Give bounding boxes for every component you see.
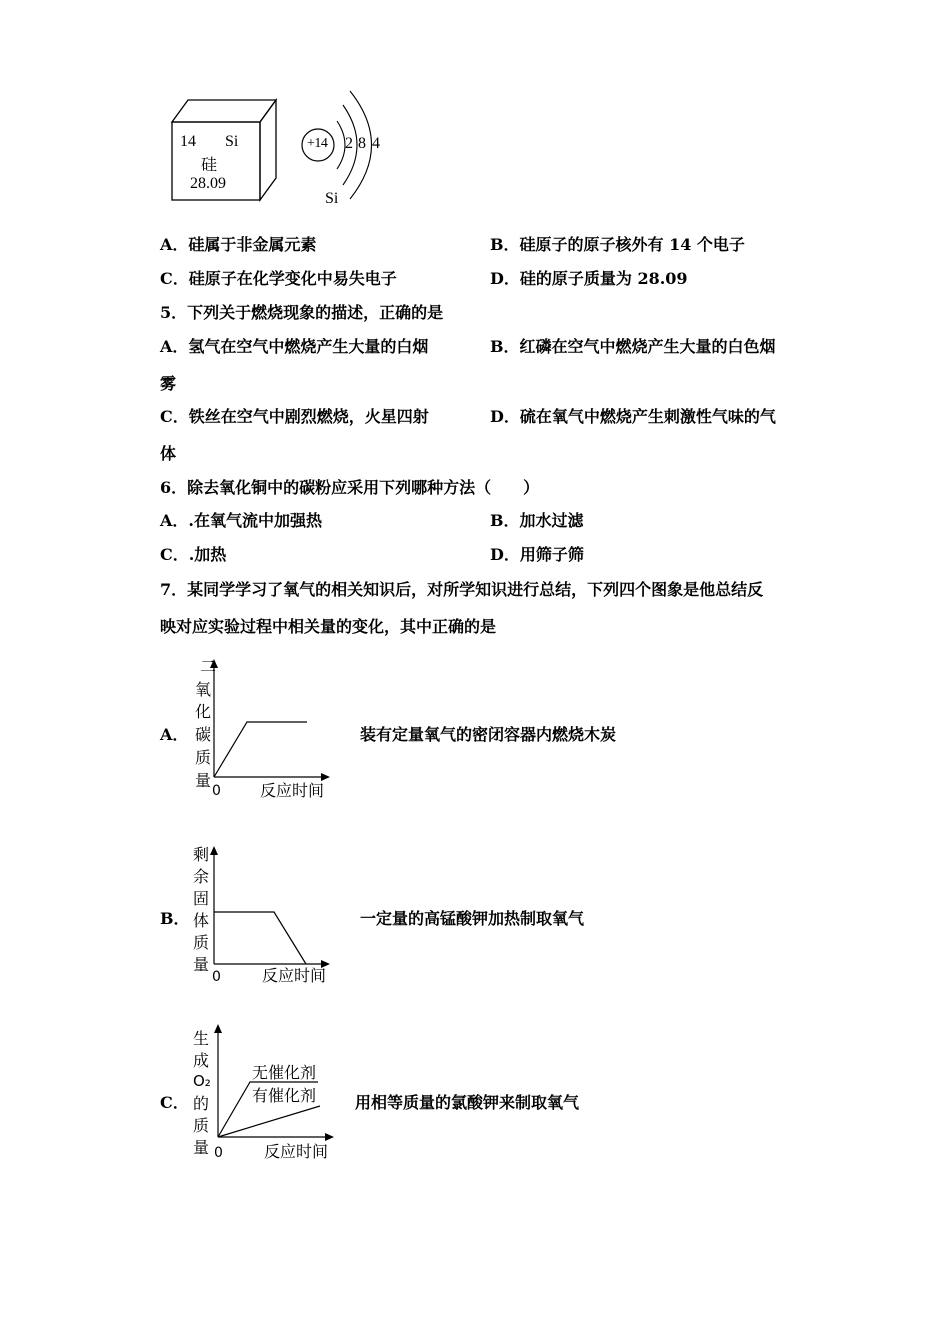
graph-b-caption: 一定量的高锰酸钾加热制取氧气 [360,909,585,928]
q6-option-c: C．.加热 [160,545,227,564]
electron-shell-1 [337,121,345,169]
graph-c-ylabel-4: 的 [193,1094,210,1113]
q6-stem: 6．除去氧化铜中的碳粉应采用下列哪种方法（ ） [160,478,540,497]
graph-b [190,838,340,988]
graph-c [190,1020,340,1170]
q5-option-b: B．红磷在空气中燃烧产生大量的白色烟 [490,337,776,356]
graph-b-xlabel: 反应时间 [262,966,327,985]
graph-c-line-label-no-catalyst: 无催化剂 [252,1063,317,1082]
nucleus-charge: +14 [307,136,328,151]
q4-option-c: C．硅原子在化学变化中易失电子 [160,269,397,288]
q5-option-c: C．铁丝在空气中剧烈燃烧，火星四射 [160,407,429,426]
graph-a-x-arrow [321,773,330,781]
q6-option-a: A．.在氧气流中加强热 [160,511,322,530]
graph-c-ylabel-5: 质 [193,1116,210,1135]
q5-option-a: A．氢气在空气中燃烧产生大量的白烟 [160,337,429,356]
graph-b-ylabel-2: 余 [193,867,210,886]
q4-option-d: D．硅的原子质量为 28.09 [490,269,688,288]
graph-b-origin: 0 [212,969,221,985]
graph-a [190,655,340,805]
graph-c-x-arrow [325,1133,334,1141]
element-mass: 28.09 [190,175,226,192]
q5-option-d-continued: 体 [160,444,177,463]
graph-b-ylabel-3: 固 [193,889,210,908]
q4-option-a: A．硅属于非金属元素 [160,235,317,254]
graph-c-ylabel-1: 生 [193,1029,210,1048]
q6-option-d: D．用筛子筛 [490,545,584,564]
shell-count-2: 8 [358,135,366,152]
graph-c-y-arrow [214,1024,222,1033]
shell-count-1: 2 [345,135,353,152]
q6-option-b: B．加水过滤 [490,511,584,530]
graph-b-y-arrow [210,846,218,855]
graph-a-xlabel: 反应时间 [260,781,325,800]
graph-b-ylabel-6: 量 [193,955,210,974]
q7-option-c-label: C． [160,1093,189,1112]
graph-a-caption: 装有定量氧气的密闭容器内燃烧木炭 [360,725,617,744]
q5-option-b-continued: 雾 [160,374,177,393]
q7-stem-line-2: 映对应实验过程中相关量的变化，其中正确的是 [160,617,497,636]
graph-b-ylabel-4: 体 [193,911,210,930]
q5-stem: 5．下列关于燃烧现象的描述，正确的是 [160,303,444,322]
graph-c-ylabel-2: 成 [193,1051,210,1070]
graph-b-ylabel-5: 质 [193,933,210,952]
graph-a-ylabel-6: 量 [195,771,212,790]
graph-b-curve [214,912,306,964]
graph-a-ylabel-1: 二 [200,657,217,676]
graph-b-ylabel-1: 剩 [193,845,210,864]
element-symbol: Si [225,133,239,150]
graph-a-ylabel-3: 化 [195,702,212,721]
graph-a-curve [214,722,307,777]
q4-option-b: B．硅原子的原子核外有 14 个电子 [490,235,745,254]
q5-option-d: D．硫在氧气中燃烧产生刺激性气味的气 [490,407,776,426]
graph-c-ylabel-6: 量 [193,1138,210,1157]
graph-c-line-label-catalyst: 有催化剂 [252,1086,317,1105]
element-name: 硅 [201,155,218,174]
shell-count-3: 4 [372,135,380,152]
q7-stem-line-1: 7．某同学学习了氧气的相关知识后，对所学知识进行总结，下列四个图象是他总结反 [160,580,764,599]
q7-option-a-label: A． [160,725,189,744]
graph-c-origin: 0 [214,1145,223,1161]
graph-c-xlabel: 反应时间 [264,1142,329,1161]
graph-a-ylabel-5: 质 [195,748,212,767]
graph-a-origin: 0 [212,783,221,799]
graph-c-ylabel-3: O₂ [193,1072,211,1090]
graph-a-ylabel-4: 碳 [195,725,212,744]
element-number: 14 [180,133,196,150]
q7-option-b-label: B． [160,909,190,928]
graph-a-ylabel-2: 氧 [195,680,212,699]
graph-c-caption: 用相等质量的氯酸钾来制取氧气 [355,1093,580,1112]
atom-label: Si [325,190,339,207]
